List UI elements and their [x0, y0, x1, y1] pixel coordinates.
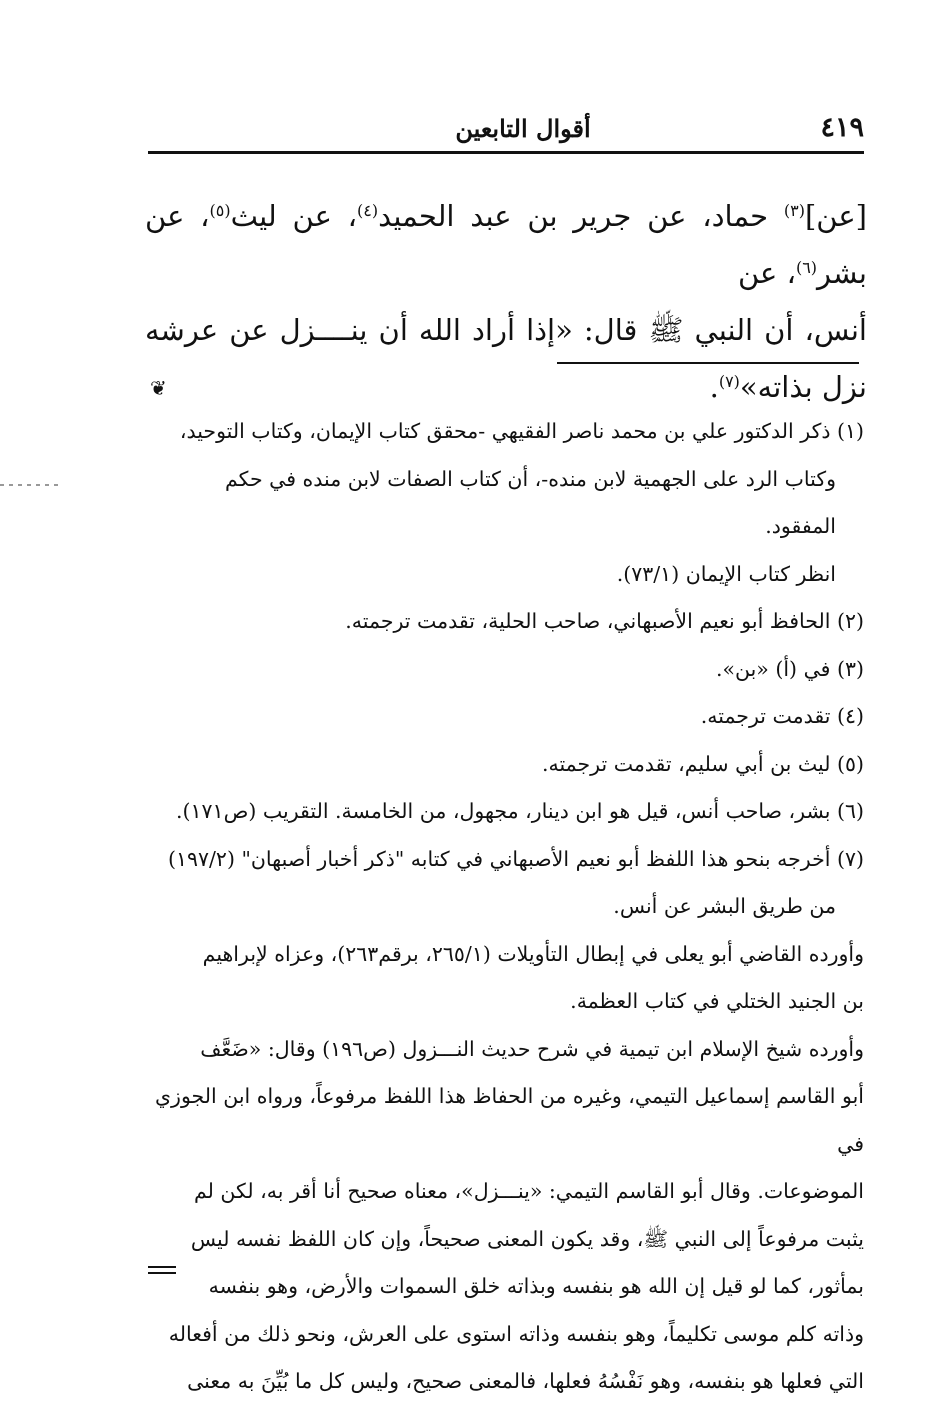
main-text-segment: [عن] [804, 199, 867, 233]
footnote-line: التي فعلها هو بنفسه، وهو نَفْسُهُ فعلها، فالمعنى صحيح، وليس كل ما بُيِّنَ به معنى [187, 1369, 864, 1393]
main-text-segment: أنس، أن النبي ﷺ قال: «إذا أراد الله أن ينــــزل عن عرشه نزل بذاته» [145, 313, 867, 404]
running-title: أقوال التابعين [455, 114, 591, 143]
page-number: ٤١٩ [820, 112, 864, 143]
footnote-line: الموضوعات. وقال أبو القاسم التيمي: «ينـــزل»، معناه صحيح أنا أقر به، لكن لم [194, 1179, 864, 1203]
main-text-segment: . [709, 370, 719, 404]
main-text-segment: ، عن ليث [230, 199, 358, 233]
main-text-segment: حماد، عن جرير بن عبد الحميد [378, 199, 784, 233]
footnote-ref: (٣) [783, 201, 805, 220]
main-line-2 [145, 302, 867, 416]
footnote-ref: (٥) [209, 201, 231, 220]
footnote-line: أبو القاسم إسماعيل التيمي، وغيره من الحفاظ هذا اللفظ مرفوعاً، ورواه ابن الجوزي في [155, 1084, 864, 1156]
footnote-line: وأورده القاضي أبو يعلى في إبطال التأويلات (٢٦٥/١، برقم٢٦٣)، وعزاه لإبراهيم [202, 941, 864, 966]
footnote-7 [148, 836, 864, 1406]
footnote-line: وذاته كلم موسى تكليماً، وهو بنفسه وذاته استوى على العرش، ونحو ذلك من أفعاله [168, 1321, 864, 1346]
footnote-4: (٤) تقدمت ترجمته. [700, 704, 864, 728]
footnote-line: بن الجنيد الختلي في كتاب العظمة. [570, 989, 864, 1013]
footnotes [148, 408, 864, 1406]
footnote-ref: (٧) [718, 372, 740, 391]
footnote-line: (١) ذكر الدكتور علي بن محمد ناصر الفقيهي -محقق كتاب الإيمان، وكتاب التوحيد، [179, 419, 864, 443]
footnote-3: (٣) في (أ) «بن». [715, 656, 864, 681]
main-line-1 [145, 188, 867, 302]
footnote-ornament-icon: ❦ [150, 376, 167, 400]
page-header [148, 108, 864, 148]
footnote-ref: (٤) [357, 201, 379, 220]
header-rule [148, 151, 864, 154]
footnote-rule [557, 362, 859, 364]
footnote-line: يثبت مرفوعاً إلى النبي ﷺ، وقد يكون المعنى صحيحاً، وإن كان اللفظ نفسه ليس [190, 1226, 864, 1251]
footnote-line: من طريق البشر عن أنس. [613, 894, 836, 918]
footnote-5: (٥) ليث بن أبي سليم، تقدمت ترجمته. [541, 751, 864, 776]
main-text-segment: ، عن [737, 256, 796, 290]
footnote-line: (٧) أخرجه بنحو هذا اللفظ أبو نعيم الأصبهاني في كتابه "ذكر أخبار أصبهان" (١٩٧/٢) [167, 846, 864, 871]
footnote-line: وكتاب الرد على الجهمية لابن منده-، أن كتاب الصفات لابن منده في حكم المفقود. [224, 466, 836, 538]
main-text-segment: ، عن بشر [145, 199, 867, 290]
footnote-line: بمأثور، كما لو قيل إن الله هو بنفسه وبذاته خلق السموات والأرض، وهو بنفسه [208, 1274, 864, 1298]
continuation-mark [148, 1266, 176, 1278]
main-text [145, 188, 867, 416]
footnote-2: (٢) الحافظ أبو نعيم الأصبهاني، صاحب الحلية، تقدمت ترجمته. [345, 609, 864, 633]
footnote-line: انظر كتاب الإيمان (٧٣/١). [616, 561, 836, 586]
footnote-6: (٦) بشر، صاحب أنس، قيل هو ابن دينار، مجهول، من الخامسة. التقريب (ص١٧١). [176, 799, 864, 823]
footnote-line: وأورده شيخ الإسلام ابن تيمية في شرح حديث النـــزول (ص١٩٦) وقال: «ضَعَّف [200, 1036, 864, 1061]
scan-edge-dots [0, 484, 60, 486]
footnote-1 [148, 408, 864, 598]
footnote-ref: (٦) [795, 258, 818, 277]
